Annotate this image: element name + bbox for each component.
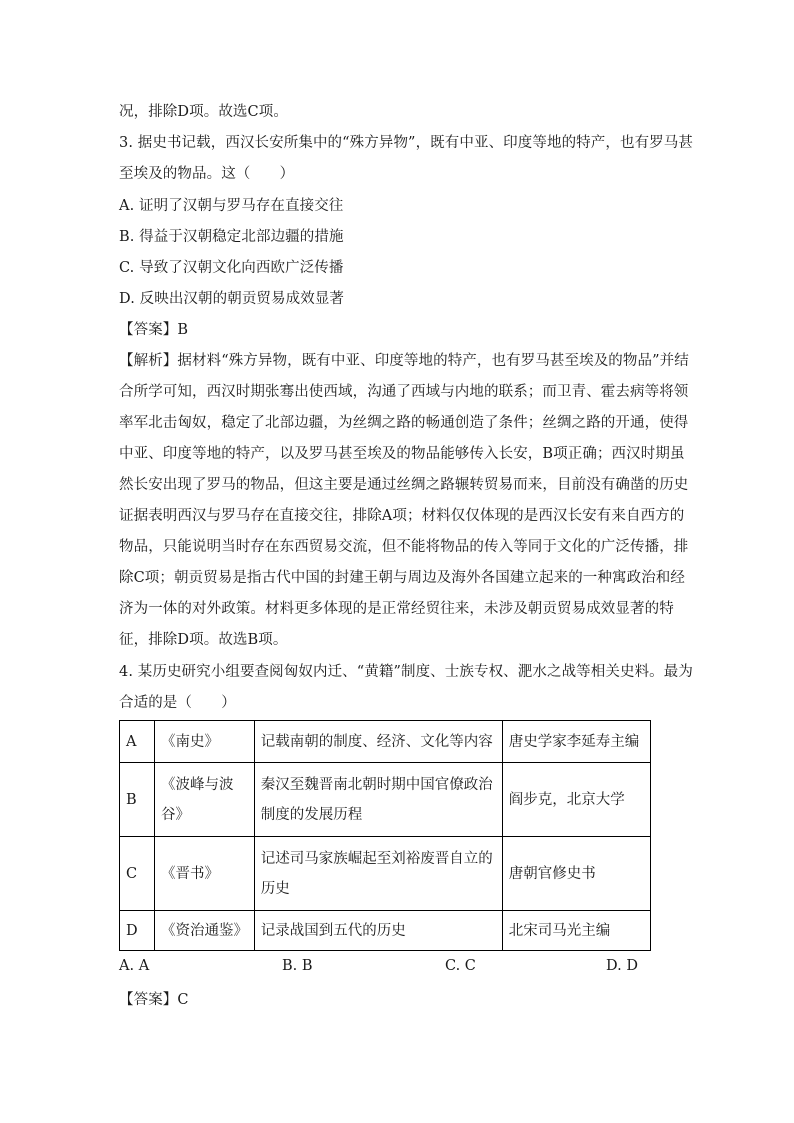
option-d: D. 反映出汉朝的朝贡贸易成效显著 bbox=[119, 291, 345, 307]
table-cell: 唐史学家李延寿主编 bbox=[502, 721, 650, 763]
table-row bbox=[120, 911, 651, 951]
table-cell: 记述司马家族崛起至刘裕废晋自立的历史 bbox=[254, 837, 502, 911]
table-row bbox=[120, 721, 651, 763]
option-a: A. A bbox=[119, 958, 150, 974]
analysis-line: 率军北击匈奴，稳定了北部边疆，为丝绸之路的畅通创造了条件；丝绸之路的开通，使得 bbox=[119, 415, 689, 431]
analysis-line: 除C项；朝贡贸易是指古代中国的封建王朝与周边及海外各国建立起来的一种寓政治和经 bbox=[119, 570, 685, 586]
question-4-stem-cont: 合适的是（ ） bbox=[119, 695, 236, 711]
option-b: B. B bbox=[282, 958, 313, 974]
analysis-line: 合所学可知，西汉时期张骞出使西域，沟通了西域与内地的联系；而卫青、霍去病等将领 bbox=[119, 384, 689, 400]
option-c: C. C bbox=[445, 958, 476, 974]
table-cell: 秦汉至魏晋南北朝时期中国官僚政治制度的发展历程 bbox=[254, 763, 502, 837]
analysis-line: 证据表明西汉与罗马存在直接交往，排除A项；材料仅仅体现的是西汉长安有来自西方的 bbox=[119, 508, 685, 524]
table-cell: 《资治通鉴》 bbox=[154, 911, 254, 951]
answer-options bbox=[119, 958, 639, 978]
analysis-line: 【解析】据材料“殊方异物，既有中亚、印度等地的特产，也有罗马甚至埃及的物品”并结 bbox=[119, 353, 689, 369]
table-row bbox=[120, 763, 651, 837]
table-cell: D bbox=[120, 911, 155, 951]
table-cell: 记录战国到五代的历史 bbox=[254, 911, 502, 951]
option-d: D. D bbox=[606, 958, 638, 974]
table-cell: 《晋书》 bbox=[154, 837, 254, 911]
table-cell: 北宋司马光主编 bbox=[502, 911, 650, 951]
question-3-stem-cont: 至埃及的物品。这（ ） bbox=[119, 166, 295, 182]
analysis-line: 然长安出现了罗马的物品，但这主要是通过丝绸之路辗转贸易而来，目前没有确凿的历史 bbox=[119, 477, 689, 493]
analysis-line: 中亚、印度等地的特产，以及罗马甚至埃及的物品能够传入长安，B项正确；西汉时期虽 bbox=[119, 446, 685, 462]
table-row bbox=[120, 837, 651, 911]
analysis-line: 物品，只能说明当时存在东西贸易交流，但不能将物品的传入等同于文化的广泛传播，排 bbox=[119, 539, 689, 555]
question-4-stem: 4. 某历史研究小组要查阅匈奴内迁、“黄籍”制度、士族专权、淝水之战等相关史料。最为 bbox=[119, 664, 693, 680]
table-cell: 《南史》 bbox=[154, 721, 254, 763]
answer-label: 【答案】B bbox=[119, 322, 189, 338]
table-cell: 唐朝官修史书 bbox=[502, 837, 650, 911]
analysis-line: 济为一体的对外政策。材料更多体现的是正常经贸往来，未涉及朝贡贸易成效显著的特 bbox=[119, 601, 674, 617]
table-cell: A bbox=[120, 721, 155, 763]
table-cell: 记载南朝的制度、经济、文化等内容 bbox=[254, 721, 502, 763]
table-cell: 《波峰与波谷》 bbox=[154, 763, 254, 837]
table-cell: C bbox=[120, 837, 155, 911]
table-cell: B bbox=[120, 763, 155, 837]
answer-label: 【答案】C bbox=[119, 992, 189, 1008]
table-cell: 阎步克，北京大学 bbox=[502, 763, 650, 837]
option-a: A. 证明了汉朝与罗马存在直接交往 bbox=[119, 198, 344, 214]
question-3-stem: 3. 据史书记载，西汉长安所集中的“殊方异物”，既有中亚、印度等地的特产，也有罗马甚 bbox=[119, 135, 693, 151]
options-table bbox=[119, 720, 651, 951]
option-c: C. 导致了汉朝文化向西欧广泛传播 bbox=[119, 260, 344, 276]
text-line: 况，排除D项。故选C项。 bbox=[119, 104, 288, 120]
analysis-line: 征，排除D项。故选B项。 bbox=[119, 632, 288, 648]
option-b: B. 得益于汉朝稳定北部边疆的措施 bbox=[119, 229, 344, 245]
